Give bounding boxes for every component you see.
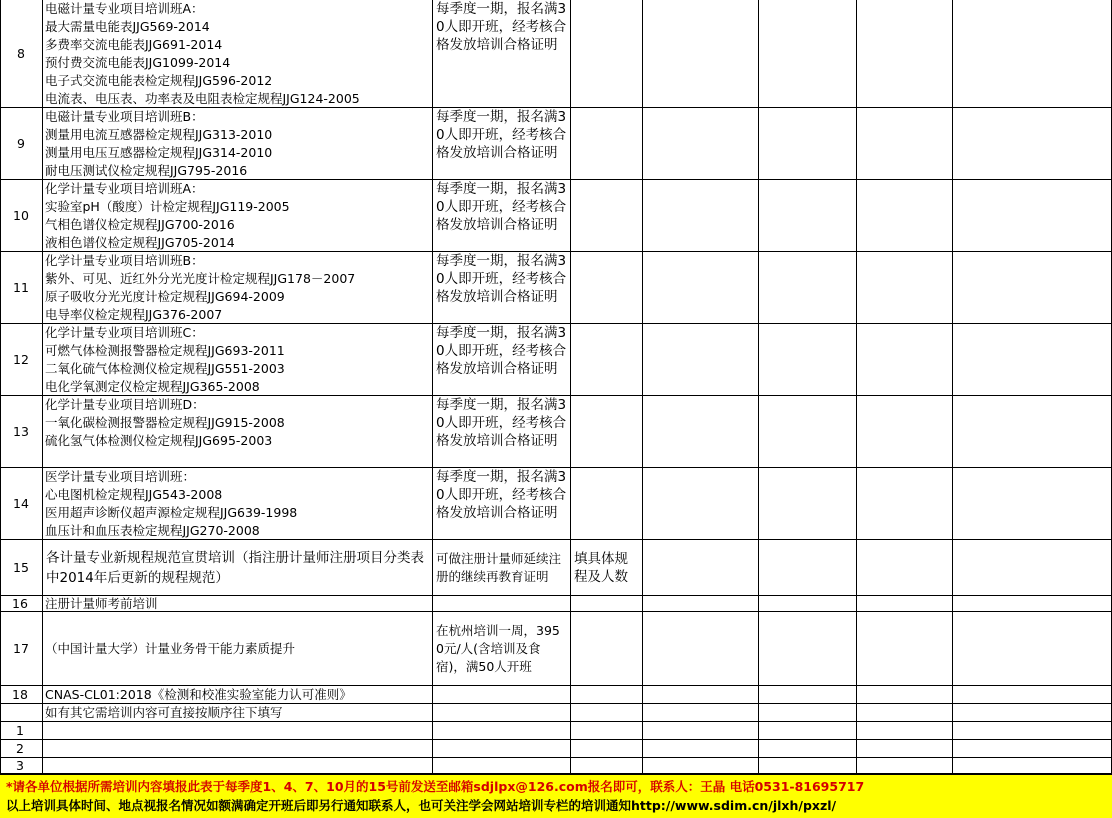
training-remark[interactable] <box>571 468 643 540</box>
row-number-text: 8 <box>17 45 25 61</box>
row-number <box>0 758 43 774</box>
training-content-text: 注册计量师考前培训 <box>45 596 158 611</box>
row-number <box>0 740 43 758</box>
training-note-text: 在杭州培训一周，3950元/人(含培训及食宿)，满50人开班 <box>436 622 560 674</box>
training-content-text: 各计量专业新规程规范宣贯培训（指注册计量师注册项目分类表中2014年后更新的规程规范） <box>46 549 424 586</box>
fill-in-cell[interactable] <box>857 252 953 324</box>
training-note[interactable] <box>433 324 571 396</box>
fill-in-cell[interactable] <box>759 396 857 468</box>
fill-in-cell[interactable] <box>759 722 857 740</box>
training-note[interactable] <box>433 252 571 324</box>
row-number <box>0 0 43 108</box>
fill-in-cell[interactable] <box>953 540 1112 596</box>
fill-in-cell[interactable] <box>857 612 953 686</box>
row-number-text: 14 <box>13 495 29 511</box>
training-content[interactable] <box>43 324 433 396</box>
footer-line-1: *请各单位根据所需培训内容填报此表于每季度1、4、7、10月的15号前发送至邮箱sdjlpx@126.com报名即可，联系人：王晶 电话0531-81695717 <box>6 779 865 794</box>
fill-in-cell[interactable] <box>953 722 1112 740</box>
fill-in-cell[interactable] <box>857 0 953 108</box>
training-note[interactable] <box>433 596 571 612</box>
training-remark[interactable] <box>571 396 643 468</box>
training-remark[interactable] <box>571 722 643 740</box>
fill-in-cell[interactable] <box>759 0 857 108</box>
row-number-text: 1 <box>16 722 24 738</box>
training-content[interactable] <box>43 686 433 704</box>
fill-in-cell[interactable] <box>953 108 1112 180</box>
fill-in-cell[interactable] <box>759 740 857 758</box>
row-number-text: 15 <box>13 559 29 575</box>
training-content-text: 电磁计量专业项目培训班A： 最大需量电能表JJG569-2014 多费率交流电能表JJG691-2014 预付费交流电能表JJG1099-2014 电子式交流电能表检定规程JJG596-2012 电流表、电压表、功率表及电阻表检定规程JJG124-2005 <box>45 1 360 106</box>
training-remark[interactable] <box>571 0 643 108</box>
fill-in-cell[interactable] <box>643 758 759 774</box>
row-number-text: 10 <box>13 207 29 223</box>
row-number-text: 3 <box>16 758 24 773</box>
row-number-text: 12 <box>13 351 29 367</box>
fill-in-cell[interactable] <box>759 468 857 540</box>
fill-in-cell[interactable] <box>857 686 953 704</box>
training-content[interactable] <box>43 722 433 740</box>
row-number-text: 2 <box>16 740 24 756</box>
training-note-text: 每季度一期，报名满30人即开班，经考核合格发放培训合格证明 <box>436 397 567 449</box>
fill-in-cell[interactable] <box>857 108 953 180</box>
fill-in-cell[interactable] <box>953 252 1112 324</box>
fill-in-cell[interactable] <box>953 396 1112 468</box>
row-number <box>0 252 43 324</box>
fill-in-cell[interactable] <box>759 108 857 180</box>
training-remark[interactable] <box>571 704 643 722</box>
training-note-text: 每季度一期，报名满30人即开班，经考核合格发放培训合格证明 <box>436 1 567 53</box>
fill-in-cell[interactable] <box>857 180 953 252</box>
footer-notice <box>0 774 1112 818</box>
row-number <box>0 612 43 686</box>
training-content-text: 电磁计量专业项目培训班B： 测量用电流互感器检定规程JJG313-2010 测量用电压互感器检定规程JJG314-2010 耐电压测试仪检定规程JJG795-2016 <box>45 109 273 178</box>
fill-in-cell[interactable] <box>643 612 759 686</box>
fill-in-cell[interactable] <box>857 324 953 396</box>
fill-in-cell[interactable] <box>953 758 1112 774</box>
training-note[interactable] <box>433 0 571 108</box>
row-number-text: 18 <box>12 686 28 702</box>
fill-in-cell[interactable] <box>953 324 1112 396</box>
fill-in-cell[interactable] <box>953 686 1112 704</box>
fill-in-cell[interactable] <box>953 468 1112 540</box>
row-number <box>0 468 43 540</box>
training-note-text: 每季度一期，报名满30人即开班，经考核合格发放培训合格证明 <box>436 325 567 377</box>
training-content[interactable] <box>43 704 433 722</box>
training-note-text: 每季度一期，报名满30人即开班，经考核合格发放培训合格证明 <box>436 109 567 161</box>
training-content-text: CNAS-CL01:2018《检测和校准实验室能力认可准则》 <box>45 686 352 702</box>
fill-in-cell[interactable] <box>643 252 759 324</box>
training-note[interactable] <box>433 722 571 740</box>
row-number <box>0 324 43 396</box>
training-content[interactable] <box>43 108 433 180</box>
training-content[interactable] <box>43 0 433 108</box>
fill-in-cell[interactable] <box>953 704 1112 722</box>
row-number <box>0 180 43 252</box>
fill-in-cell[interactable] <box>643 704 759 722</box>
fill-in-cell[interactable] <box>759 180 857 252</box>
row-number <box>0 722 43 740</box>
fill-in-cell[interactable] <box>953 596 1112 612</box>
training-remark[interactable] <box>571 596 643 612</box>
fill-in-cell[interactable] <box>759 704 857 722</box>
fill-in-cell[interactable] <box>643 722 759 740</box>
fill-in-cell[interactable] <box>759 758 857 774</box>
row-number <box>0 704 43 722</box>
training-content[interactable] <box>43 740 433 758</box>
training-remark[interactable] <box>571 758 643 774</box>
training-remark[interactable] <box>571 612 643 686</box>
fill-in-cell[interactable] <box>857 396 953 468</box>
row-number-text: 17 <box>13 640 29 656</box>
fill-in-cell[interactable] <box>643 0 759 108</box>
fill-in-cell[interactable] <box>643 180 759 252</box>
training-remark[interactable] <box>571 180 643 252</box>
row-number-text: 11 <box>13 279 29 295</box>
training-content[interactable] <box>43 758 433 774</box>
fill-in-cell[interactable] <box>759 252 857 324</box>
fill-in-cell[interactable] <box>759 612 857 686</box>
fill-in-cell[interactable] <box>857 704 953 722</box>
fill-in-cell[interactable] <box>759 324 857 396</box>
training-remark-text: 填具体规程及人数 <box>574 550 628 585</box>
training-content-text: 化学计量专业项目培训班A： 实验室pH（酸度）计检定规程JJG119-2005 气相色谱仪检定规程JJG700-2016 液相色谱仪检定规程JJG705-2014 <box>45 181 290 250</box>
fill-in-cell[interactable] <box>953 612 1112 686</box>
fill-in-cell[interactable] <box>643 468 759 540</box>
training-note[interactable] <box>433 468 571 540</box>
training-remark[interactable] <box>571 324 643 396</box>
fill-in-cell[interactable] <box>953 0 1112 108</box>
training-content[interactable] <box>43 596 433 612</box>
fill-in-cell[interactable] <box>857 758 953 774</box>
training-note-text: 每季度一期，报名满30人即开班，经考核合格发放培训合格证明 <box>436 181 567 233</box>
fill-in-cell[interactable] <box>759 596 857 612</box>
row-number <box>0 396 43 468</box>
training-content[interactable] <box>43 252 433 324</box>
row-number <box>0 108 43 180</box>
fill-in-cell[interactable] <box>953 740 1112 758</box>
training-content-text: 如有其它需培训内容可直接按顺序往下填写 <box>45 704 283 720</box>
row-number <box>0 540 43 596</box>
training-note[interactable] <box>433 758 571 774</box>
fill-in-cell[interactable] <box>857 740 953 758</box>
fill-in-cell[interactable] <box>643 740 759 758</box>
training-content[interactable] <box>43 468 433 540</box>
row-number-text: 13 <box>13 423 29 439</box>
training-note[interactable] <box>433 540 571 596</box>
fill-in-cell[interactable] <box>759 686 857 704</box>
training-note[interactable] <box>433 396 571 468</box>
training-note-text: 每季度一期，报名满30人即开班，经考核合格发放培训合格证明 <box>436 253 567 305</box>
training-content-text: 化学计量专业项目培训班D： 一氧化碳检测报警器检定规程JJG915-2008 硫化氢气体检测仪检定规程JJG695-2003 <box>45 397 285 448</box>
training-content[interactable] <box>43 396 433 468</box>
training-content-text: （中国计量大学）计量业务骨干能力素质提升 <box>45 640 296 656</box>
training-note[interactable] <box>433 740 571 758</box>
row-number-text: 16 <box>12 596 28 611</box>
training-note[interactable] <box>433 180 571 252</box>
training-content-text: 化学计量专业项目培训班C： 可燃气体检测报警器检定规程JJG693-2011 二氧化硫气体检测仪检定规程JJG551-2003 电化学氧测定仪检定规程JJG365-2008 <box>45 325 285 394</box>
fill-in-cell[interactable] <box>643 540 759 596</box>
training-note-text: 每季度一期，报名满30人即开班，经考核合格发放培训合格证明 <box>436 469 567 521</box>
fill-in-cell[interactable] <box>643 596 759 612</box>
row-number-text: 9 <box>17 135 25 151</box>
training-note-text: 可做注册计量师延续注册的继续再教育证明 <box>436 550 562 584</box>
fill-in-cell[interactable] <box>643 324 759 396</box>
training-content-text: 化学计量专业项目培训班B： 紫外、可见、近红外分光光度计检定规程JJG178－2007 原子吸收分光光度计检定规程JJG694-2009 电导率仪检定规程JJG376-2007 <box>45 253 356 322</box>
training-note[interactable] <box>433 704 571 722</box>
fill-in-cell[interactable] <box>953 180 1112 252</box>
fill-in-cell[interactable] <box>857 596 953 612</box>
row-number <box>0 596 43 612</box>
row-number <box>0 686 43 704</box>
training-content-text: 医学计量专业项目培训班： 心电图机检定规程JJG543-2008 医用超声诊断仪超声源检定规程JJG639-1998 血压计和血压表检定规程JJG270-2008 <box>45 469 298 538</box>
fill-in-cell[interactable] <box>857 540 953 596</box>
fill-in-cell[interactable] <box>759 540 857 596</box>
training-note[interactable] <box>433 108 571 180</box>
training-content[interactable] <box>43 612 433 686</box>
fill-in-cell[interactable] <box>857 468 953 540</box>
fill-in-cell[interactable] <box>643 396 759 468</box>
training-note[interactable] <box>433 686 571 704</box>
fill-in-cell[interactable] <box>643 108 759 180</box>
training-remark[interactable] <box>571 108 643 180</box>
training-content[interactable] <box>43 180 433 252</box>
training-remark[interactable] <box>571 740 643 758</box>
training-remark[interactable] <box>571 540 643 596</box>
fill-in-cell[interactable] <box>857 722 953 740</box>
training-remark[interactable] <box>571 252 643 324</box>
training-content[interactable] <box>43 540 433 596</box>
training-remark[interactable] <box>571 686 643 704</box>
training-note[interactable] <box>433 612 571 686</box>
table-left-border <box>0 0 1 774</box>
fill-in-cell[interactable] <box>643 686 759 704</box>
footer-line-2: 以上培训具体时间、地点视报名情况如额满确定开班后即另行通知联系人，也可关注学会网站培训专栏的培训通知http://www.sdim.cn/jlxh/pxzl/ <box>6 798 837 813</box>
